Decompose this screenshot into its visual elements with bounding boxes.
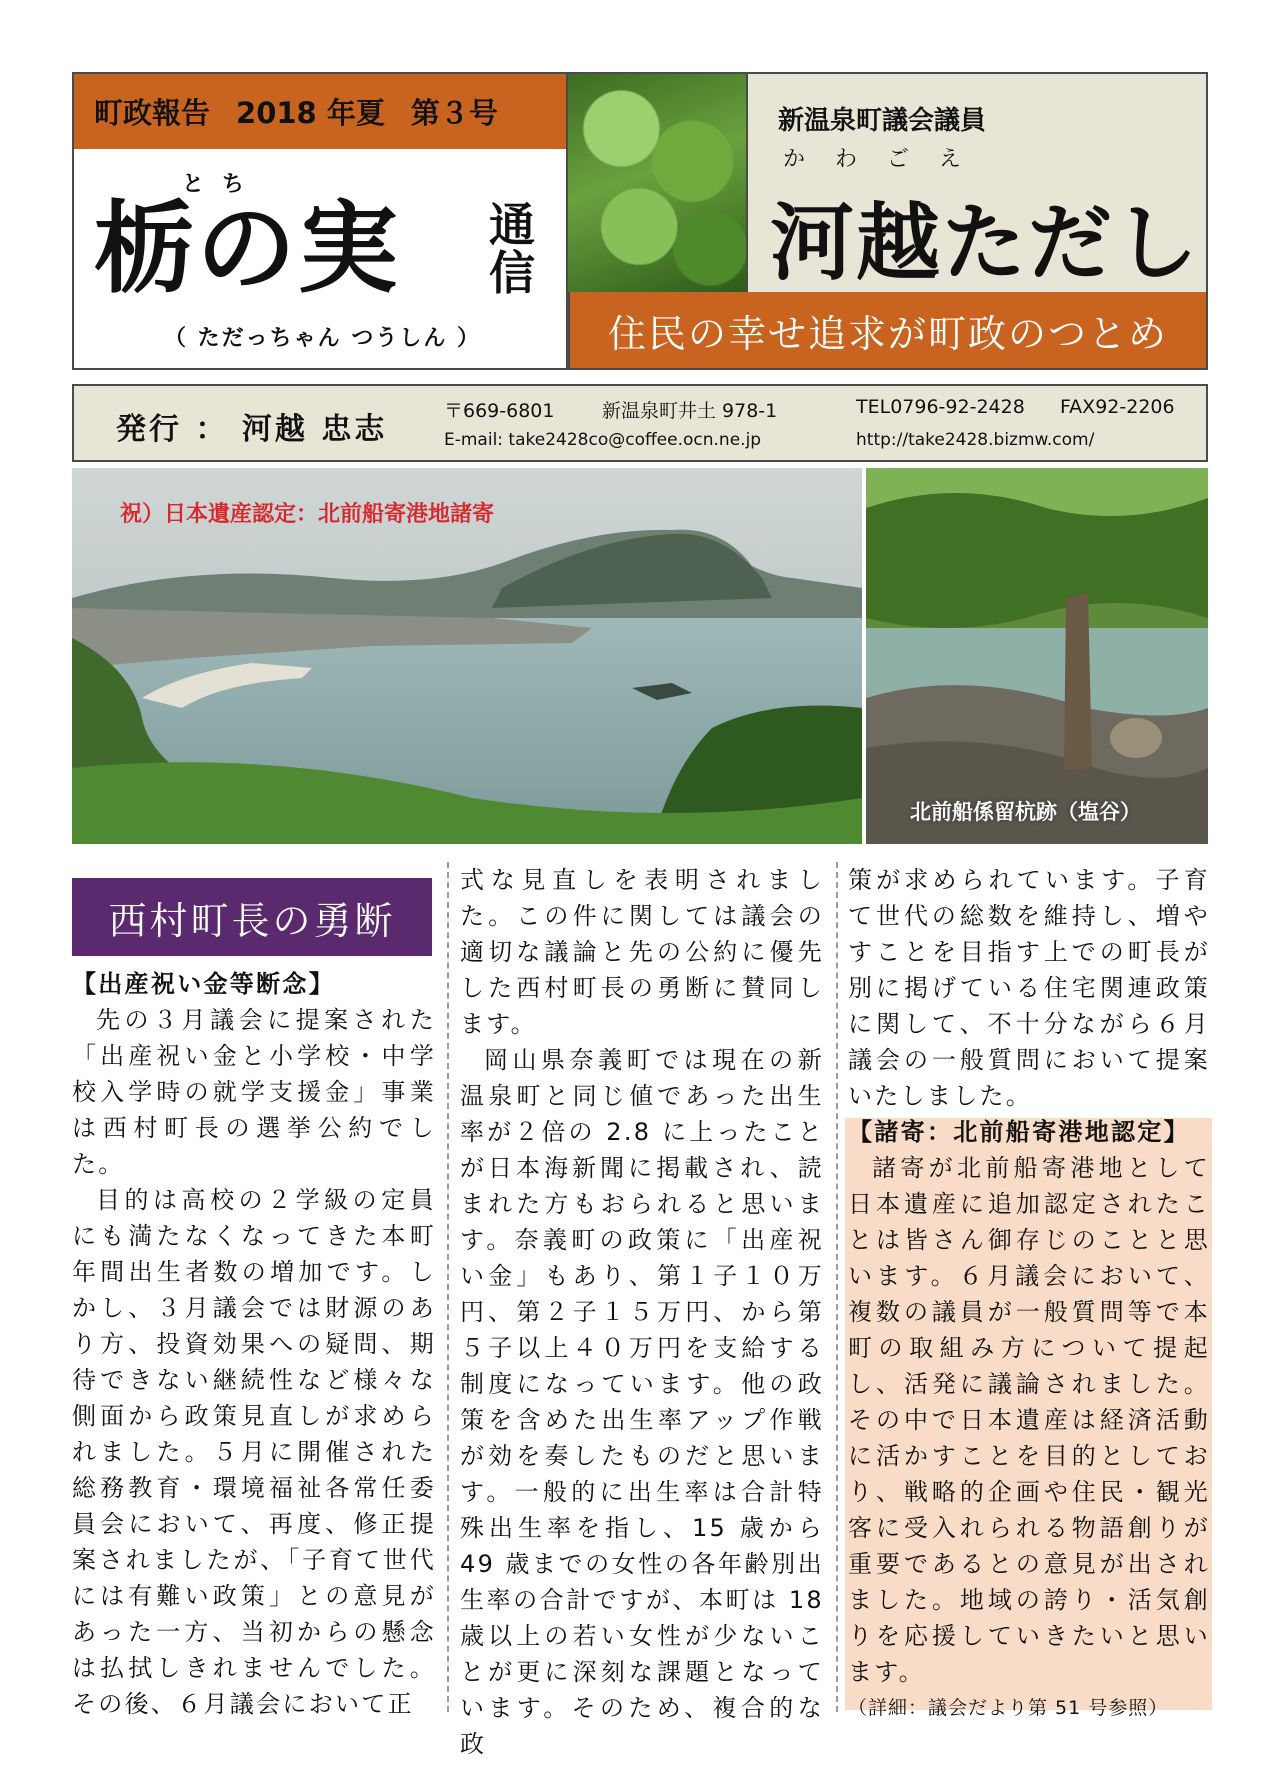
- column-divider: [447, 862, 449, 1712]
- article-column-2: [460, 862, 824, 1762]
- issue-number: 第３号: [410, 96, 498, 130]
- councilor-name: 河越ただし: [770, 194, 1201, 292]
- reference-note: （詳細：議会だより第 51 号参照）: [848, 1697, 1169, 1719]
- article-paragraph: 目的は高校の２学級の定員にも満たなくなってきた本町年間出生者数の増加です。しかし、３月議会では財源のあり方、投資効果への疑問、期待できない継続性など様々な側面から政策見直しが求められました。５月に開催された総務教育・環境福祉各常任委員会において、再度、修正提案されましたが、「子育て世代には有難い政策」との意見があった一方、当初からの懸念は払拭しきれませんでした。その後、６月議会において正: [72, 1186, 436, 1718]
- councilor-name-box: [746, 72, 1208, 292]
- article-heading: 西村町長の勇断: [72, 878, 432, 956]
- email-link[interactable]: E-mail: take2428co@coffee.ocn.ne.jp: [444, 430, 762, 450]
- article-column-3: [848, 862, 1210, 1726]
- harbor-caption: 祝）日本遺産認定：北前船寄港地諸寄: [120, 502, 495, 527]
- phone: TEL0796-92-2428: [856, 396, 1025, 418]
- column-divider: [836, 862, 838, 1712]
- mooring-post-illustration: [866, 468, 1208, 844]
- title-ruby: とち: [182, 172, 263, 197]
- name-ruby: かわごえ: [783, 147, 992, 172]
- article-paragraph: 式な見直しを表明されました。この件に関しては議会の適切な議論と先の公約に優先した西村町長の勇断に賛同します。: [460, 866, 824, 1038]
- report-label: 町政報告: [94, 96, 211, 130]
- article-paragraph: 岡山県奈義町では現在の新温泉町と同じ値であった出生率が２倍の 2.8 に上ったことが日本海新聞に掲載され、読まれた方もおられると思います。奈義町の政策に「出産祝い金」もあり、第１子１０万円、第２子１５万円、から第５子以上４０万円を支給する制度になっています。他の政策を含めた出生率アップ作戦が効を奏したものだと思います。一般的に出生率は合計特殊出生率を指し、15 歳から 49 歳までの女性の各年齢別出生率の合計ですが、本町は 18 歳以上の若い女性が少ないことが更に深刻な課題となっています。そのため、複合的な政: [460, 1046, 824, 1758]
- publisher-box: [72, 384, 1208, 462]
- fax: FAX92-2206: [1060, 396, 1175, 418]
- newsletter-title-suffix: 通信: [489, 198, 535, 301]
- mooring-post-caption: 北前船係留杭跡（塩谷）: [910, 800, 1141, 824]
- newsletter-title-box: [72, 149, 568, 370]
- website-link[interactable]: http://take2428.bizmw.com/: [856, 430, 1095, 450]
- plant-photo: [568, 72, 746, 292]
- section-title-birth-allowance: 【出産祝い金等断念】: [72, 970, 335, 998]
- article-paragraph: 先の３月議会に提案された「出産祝い金と小学校・中学校入学時の就学支援金」事業は西村町長の選挙公約でした。: [72, 1006, 436, 1178]
- article-column-1: [72, 966, 436, 1722]
- title-reading: （ ただっちゃん つうしん ）: [164, 326, 481, 351]
- issue-bar: [72, 72, 568, 149]
- mooring-post-photo: [866, 468, 1208, 844]
- slogan-bar: 住民の幸せ追求が町政のつとめ: [568, 292, 1208, 370]
- article-paragraph: 策が求められています。子育て世代の総数を維持し、増やすことを目指す上での町長が別に掲げている住宅関連政策に関して、不十分ながら６月議会の一般質問において提案いたしました。: [848, 866, 1210, 1110]
- publisher-label: 発行 ： 河越 忠志: [116, 412, 388, 447]
- issue-season: 2018 年夏: [236, 96, 385, 130]
- postal-code: 〒669-6801: [444, 400, 555, 422]
- section-title-kitamaebune: 【諸寄：北前船寄港地認定】: [848, 1118, 1190, 1146]
- address: 新温泉町井土 978-1: [602, 400, 778, 422]
- councilor-role: 新温泉町議会議員: [778, 106, 987, 136]
- article-paragraph: 諸寄が北前船寄港地として日本遺産に追加認定されたことは皆さん御存じのことと思います。６月議会において、複数の議員が一般質問等で本町の取組み方について提起し、活発に議論されました。その中で日本遺産は経済活動に活かすことを目的としており、戦略的企画や住民・観光客に受入れられる物語創りが重要であるとの意見が出されました。地域の誇り・活気創りを応援していきたいと思います。: [848, 1154, 1210, 1686]
- newsletter-title: 栃の実: [94, 190, 400, 307]
